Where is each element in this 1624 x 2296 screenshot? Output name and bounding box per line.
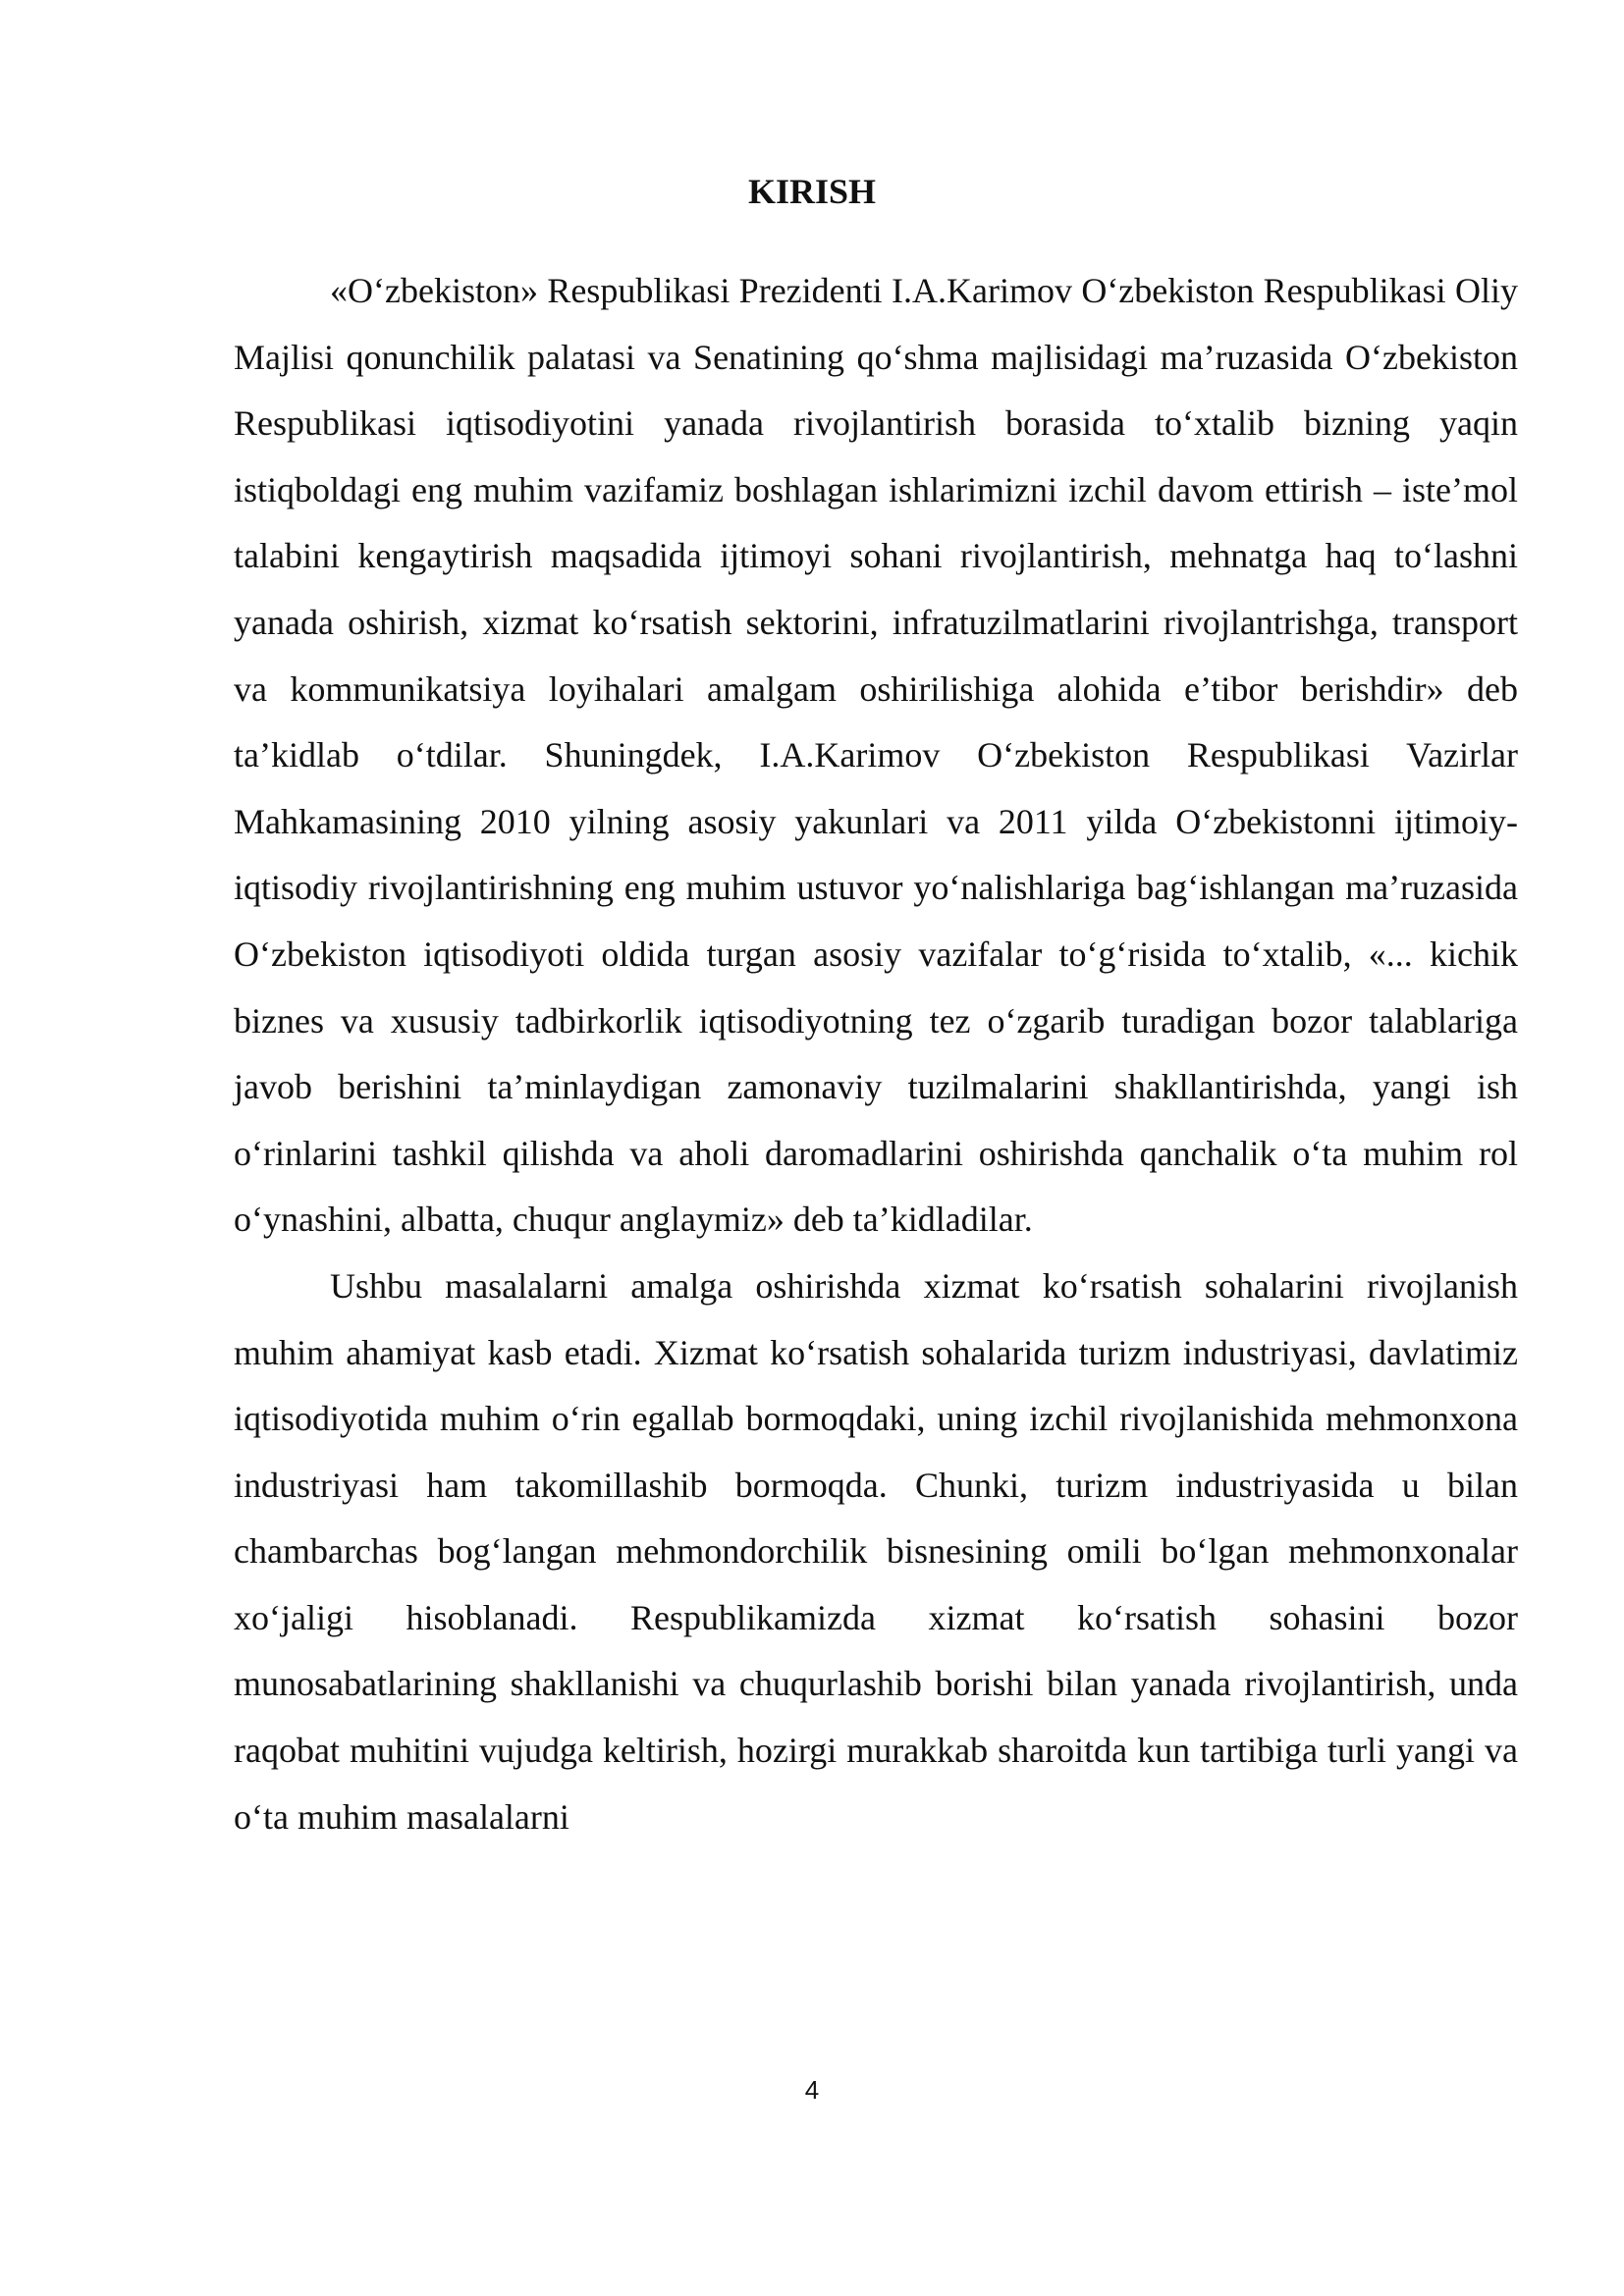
body-text (234, 258, 1518, 1850)
page-number: 4 (804, 2075, 820, 2105)
paragraph-1: «O‘zbekiston» Respublikasi Prezidenti I.A.Karimov O‘zbekiston Respublikasi Oliy Majlisi qonunchilik palatasi va Senatining qo‘shma majlisidagi ma’ruzasida O‘zbekiston Respublikasi iqtisodiyotini yanada rivojlantirish borasida to‘xtalib bizning yaqin istiqboldagi eng muhim vazifamiz boshlagan ishlarimizni izchil davom ettirish – iste’mol talabini kengaytirish maqsadida ijtimoyi sohani rivojlantirish, mehnatga haq to‘lashni yanada oshirish, xizmat ko‘rsatish sektorini, infratuzilmatlarini rivojlantrishga, transport va kommunikatsiya loyihalari amalgam oshirilishiga alohida e’tibor berishdir» deb ta’kidlab o‘tdilar. Shuningdek, I.A.Karimov O‘zbekiston Respublikasi Vazirlar Mahkamasining 2010 yilning asosiy yakunlari va 2011 yilda O‘zbekistonni ijtimoiy-iqtisodiy rivojlantirishning eng muhim ustuvor yo‘nalishlariga bag‘ishlangan ma’ruzasida O‘zbekiston iqtisodiyoti oldida turgan asosiy vazifalar to‘g‘risida to‘xtalib, «... kichik biznes va xususiy tadbirkorlik iqtisodiyotning tez o‘zgarib turadigan bozor talablariga javob berishini ta’minlaydigan zamonaviy tuzilmalarini shakllantirishda, yangi ish o‘rinlarini tashkil qilishda va aholi daromadlarini oshirishda qanchalik o‘ta muhim rol o‘ynashini, albatta, chuqur anglaymiz» deb ta’kidladilar. (234, 271, 1518, 1240)
paragraph-2: Ushbu masalalarni amalga oshirishda xizmat ko‘rsatish sohalarini rivojlanish muhim ahamiyat kasb etadi. Xizmat ko‘rsatish sohalarida turizm industriyasi, davlatimiz iqtisodiyotida muhim o‘rin egallab bormoqdaki, uning izchil rivojlanishida mehmonxona industriyasi ham takomillashib bormoqda. Chunki, turizm industriyasida u bilan chambarchas bog‘langan mehmondorchilik bisnesining omili bo‘lgan mehmonxonalar xo‘jaligi hisoblanadi. Respublikamizda xizmat ko‘rsatish sohasini bozor munosabatlarining shakllanishi va chuqurlashib borishi bilan yanada rivojlantirish, unda raqobat muhitini vujudga keltirish, hozirgi murakkab sharoitda kun tartibiga turli yangi va o‘ta muhim masalalarni (234, 1265, 1518, 1837)
page-title: KIRISH (747, 172, 877, 211)
